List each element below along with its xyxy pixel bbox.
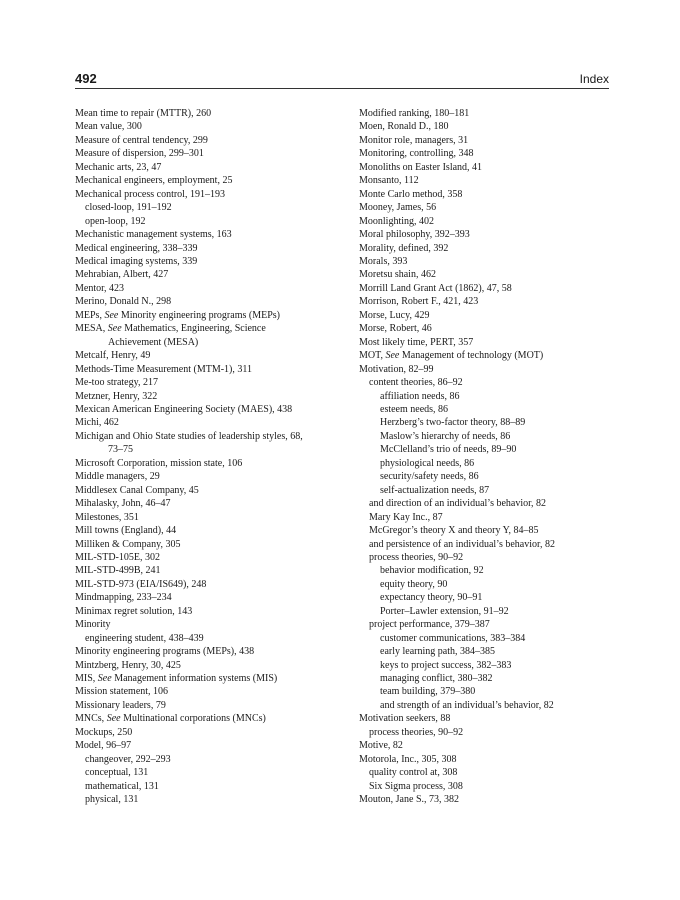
index-entry-text: Morrison, Robert F., 421, 423 [359, 296, 479, 308]
index-entry [75, 282, 347, 295]
index-entry [359, 699, 611, 712]
index-entry-text: and persistence of an individual’s behavior, 82 [369, 538, 555, 550]
index-entry [75, 376, 347, 389]
index-entry [75, 201, 347, 214]
index-entry [359, 712, 611, 725]
page-number: 492 [75, 71, 97, 86]
index-entry-text: Milestones, 351 [75, 511, 139, 523]
see-reference: See [106, 713, 121, 725]
see-target: Mathematics, Engineering, Science [121, 323, 266, 335]
index-entry [359, 793, 611, 806]
index-entry-text: Medical engineering, 338–339 [75, 242, 198, 254]
index-entry [75, 551, 347, 564]
index-entry-text: keys to project success, 382–383 [380, 659, 512, 671]
index-entry-text: Morality, defined, 392 [359, 242, 449, 254]
index-entry-text: project performance, 379–387 [369, 619, 490, 631]
index-entry-text: equity theory, 90 [380, 578, 448, 590]
index-entry-text: MOT, [359, 350, 386, 362]
index-entry-text: self-actualization needs, 87 [380, 484, 490, 496]
index-entry [75, 188, 347, 201]
index-entry-text: Mean time to repair (MTTR), 260 [75, 108, 212, 119]
see-reference: See [385, 350, 400, 362]
index-entry-text: Me-too strategy, 217 [75, 377, 158, 389]
index-entry-text: Michigan and Ohio State studies of leadership styles, 68, [75, 430, 303, 442]
index-entry-text: Milliken & Company, 305 [75, 538, 181, 550]
index-entry [359, 403, 611, 416]
index-entry [359, 497, 611, 510]
index-entry-text: Mintzberg, Henry, 30, 425 [75, 659, 181, 671]
index-entry [359, 591, 611, 604]
index-entry-text: Mexican American Engineering Society (MAES), 438 [75, 403, 293, 415]
index-entry [75, 309, 347, 322]
index-entry [75, 470, 347, 483]
index-entry-text: Mechanical engineers, employment, 25 [75, 175, 233, 187]
index-entry-text: Porter–Lawler extension, 91–92 [380, 605, 509, 617]
index-entry-text: Mindmapping, 233–234 [75, 592, 172, 604]
index-entry [75, 430, 347, 443]
index-entry [75, 336, 347, 349]
index-entry-text: Mechanical process control, 191–193 [75, 188, 225, 200]
index-entry-text: Monte Carlo method, 358 [359, 188, 463, 200]
index-entry-text: Morse, Lucy, 429 [359, 309, 430, 321]
see-target: Minority engineering programs (MEPs) [118, 309, 280, 321]
index-entry-text: Mill towns (England), 44 [75, 525, 177, 537]
index-entry-text: Mechanic arts, 23, 47 [75, 161, 162, 173]
index-entry-text: Metzner, Henry, 322 [75, 390, 158, 402]
index-entry-text: Mooney, James, 56 [359, 202, 437, 214]
index-entry-text: MIL-STD-105E, 302 [75, 551, 160, 563]
index-entry-text: physical, 131 [85, 794, 139, 806]
index-entry-text: Motorola, Inc., 305, 308 [359, 753, 457, 765]
index-entry [359, 578, 611, 591]
index-entry [359, 107, 611, 120]
index-entry-text: 73–75 [108, 444, 133, 456]
index-entry [359, 322, 611, 335]
index-entry [75, 497, 347, 510]
index-entry [359, 174, 611, 187]
index-entry-text: closed-loop, 191–192 [85, 202, 172, 214]
index-entry-text: physiological needs, 86 [380, 457, 475, 469]
index-entry [359, 255, 611, 268]
index-entry [75, 322, 347, 335]
index-entry-text: Most likely time, PERT, 357 [359, 336, 474, 348]
index-entry-text: Morals, 393 [359, 255, 408, 267]
index-entry-text: Minority engineering programs (MEPs), 438 [75, 646, 255, 658]
index-entry [75, 538, 347, 551]
index-entry [75, 295, 347, 308]
index-entry-text: Medical imaging systems, 339 [75, 255, 198, 267]
index-entry-text: Merino, Donald N., 298 [75, 296, 172, 308]
index-entry [359, 228, 611, 241]
index-entry [359, 564, 611, 577]
index-entry-text: Mentor, 423 [75, 282, 125, 294]
index-entry-text: conceptual, 131 [85, 767, 149, 779]
index-entry [359, 645, 611, 658]
index-entry [359, 188, 611, 201]
index-entry-text: quality control at, 308 [369, 767, 458, 779]
index-entry-text: Monoliths on Easter Island, 41 [359, 161, 483, 173]
index-entry-text: Middlesex Canal Company, 45 [75, 484, 199, 496]
index-entry [359, 336, 611, 349]
index-entry [359, 470, 611, 483]
index-entry [75, 120, 347, 133]
index-entry [75, 255, 347, 268]
index-entry-text: Six Sigma process, 308 [369, 780, 463, 792]
index-entry [359, 605, 611, 618]
index-entry [359, 511, 611, 524]
index-entry-text: managing conflict, 380–382 [380, 673, 493, 685]
index-entry [75, 511, 347, 524]
index-entry-text: Moretsu shain, 462 [359, 269, 436, 281]
index-entry [359, 120, 611, 133]
index-entry-text: open-loop, 192 [85, 215, 146, 227]
index-entry [359, 134, 611, 147]
index-entry [359, 659, 611, 672]
index-entry-text: team building, 379–380 [380, 686, 476, 698]
index-entry-text: Motive, 82 [359, 740, 403, 752]
index-entry-text: Microsoft Corporation, mission state, 106 [75, 457, 243, 469]
index-entry [359, 201, 611, 214]
index-entry-text: Herzberg’s two-factor theory, 88–89 [380, 417, 526, 429]
index-entry [359, 766, 611, 779]
index-entry-text: McGregor’s theory X and theory Y, 84–85 [369, 525, 539, 537]
index-entry-text: Moonlighting, 402 [359, 215, 435, 227]
index-entry [75, 605, 347, 618]
index-entry [359, 538, 611, 551]
index-entry [75, 780, 347, 793]
index-entry [359, 215, 611, 228]
index-entry-text: Mary Kay Inc., 87 [369, 511, 443, 523]
index-entry [359, 147, 611, 160]
index-entry [75, 107, 347, 120]
index-entry-text: and strength of an individual’s behavior, 82 [380, 699, 554, 711]
index-entry [359, 618, 611, 631]
index-entry [75, 753, 347, 766]
index-entry [359, 672, 611, 685]
index-entry-text: McClelland’s trio of needs, 89–90 [380, 444, 517, 456]
index-entry [359, 282, 611, 295]
index-entry [359, 551, 611, 564]
index-entry-text: esteem needs, 86 [380, 403, 449, 415]
index-entry-text: Minority [75, 619, 111, 631]
index-entry [75, 147, 347, 160]
see-reference: See [97, 673, 112, 685]
index-entry [359, 376, 611, 389]
see-target: Management of technology (MOT) [399, 350, 544, 362]
index-entry [75, 228, 347, 241]
index-entry-text: Moral philosophy, 392–393 [359, 229, 470, 241]
index-entry [75, 766, 347, 779]
index-entry [75, 578, 347, 591]
index-entry-text: Modified ranking, 180–181 [359, 108, 470, 119]
index-entry-text: Moen, Ronald D., 180 [359, 121, 449, 133]
index-entry [75, 659, 347, 672]
index-entry-text: Monsanto, 112 [359, 175, 419, 187]
running-head: Index [579, 72, 609, 86]
index-entry [75, 134, 347, 147]
index-entry-text: affiliation needs, 86 [380, 390, 460, 402]
index-entry [359, 416, 611, 429]
index-entry [75, 416, 347, 429]
index-entry-text: Monitoring, controlling, 348 [359, 148, 474, 160]
index-entry-text: engineering student, 438–439 [85, 632, 204, 644]
index-entry-text: Motivation, 82–99 [359, 363, 434, 375]
index-entry [75, 242, 347, 255]
index-entry [75, 739, 347, 752]
index-entry-text: MIL-STD-499B, 241 [75, 565, 161, 577]
index-entry-text: Measure of central tendency, 299 [75, 134, 208, 146]
see-reference: See [107, 323, 122, 335]
index-entry-text: Motivation seekers, 88 [359, 713, 451, 725]
index-entry [75, 564, 347, 577]
index-entry-text: Measure of dispersion, 299–301 [75, 148, 204, 160]
index-entry-text: MIS, [75, 673, 98, 685]
index-entry-text: Mouton, Jane S., 73, 382 [359, 794, 459, 806]
index-entry [359, 524, 611, 537]
index-entry-text: Maslow’s hierarchy of needs, 86 [380, 430, 511, 442]
index-entry [75, 685, 347, 698]
index-entry-text: Michi, 462 [75, 417, 119, 429]
index-entry-text: security/safety needs, 86 [380, 471, 479, 483]
index-entry [359, 739, 611, 752]
index-entry-text: Mihalasky, John, 46–47 [75, 498, 171, 510]
index-entry [75, 174, 347, 187]
index-entry [75, 390, 347, 403]
index-entry [359, 685, 611, 698]
index-entry-text: MESA, [75, 323, 108, 335]
index-entry [359, 753, 611, 766]
index-entry-text: behavior modification, 92 [380, 565, 484, 577]
index-entry-text: Model, 96–97 [75, 740, 132, 752]
index-entry [75, 726, 347, 739]
index-entry-text: content theories, 86–92 [369, 377, 463, 389]
index-entry [359, 349, 611, 362]
index-entry [359, 295, 611, 308]
index-entry [359, 443, 611, 456]
index-entry [75, 632, 347, 645]
index-entry [75, 524, 347, 537]
index-entry-text: Morrill Land Grant Act (1862), 47, 58 [359, 282, 512, 294]
index-column-left [75, 107, 347, 807]
index-entry-text: Mechanistic management systems, 163 [75, 229, 232, 241]
index-entry [75, 443, 347, 456]
index-column-right [359, 107, 611, 807]
index-entry [359, 780, 611, 793]
index-entry-text: Morse, Robert, 46 [359, 323, 432, 335]
see-target: Management information systems (MIS) [111, 673, 278, 685]
index-entry-text: customer communications, 383–384 [380, 632, 526, 644]
header-rule [75, 88, 609, 89]
index-entry-text: early learning path, 384–385 [380, 646, 495, 658]
index-entry [359, 726, 611, 739]
index-entry-text: Mean value, 300 [75, 121, 142, 133]
index-entry [75, 215, 347, 228]
index-entry [359, 457, 611, 470]
index-entry [359, 242, 611, 255]
index-entry-text: expectancy theory, 90–91 [380, 592, 483, 604]
index-entry [75, 268, 347, 281]
index-entry-text: mathematical, 131 [85, 780, 159, 792]
index-entry [75, 712, 347, 725]
see-target: Multinational corporations (MNCs) [120, 713, 266, 725]
index-entry [75, 699, 347, 712]
index-entry [75, 403, 347, 416]
index-entry-text: Metcalf, Henry, 49 [75, 350, 151, 362]
index-entry [75, 484, 347, 497]
index-entry [359, 430, 611, 443]
index-entry [75, 161, 347, 174]
index-entry [75, 457, 347, 470]
index-entry [75, 645, 347, 658]
index-entry-text: Mockups, 250 [75, 726, 133, 738]
index-entry-text: Achievement (MESA) [108, 336, 199, 348]
index-entry [75, 591, 347, 604]
index-entry-text: MIL-STD-973 (EIA/IS649), 248 [75, 578, 207, 590]
index-entry [75, 363, 347, 376]
index-entry-text: Mission statement, 106 [75, 686, 169, 698]
index-entry-text: MEPs, [75, 309, 105, 321]
index-entry-text: Methods-Time Measurement (MTM-1), 311 [75, 363, 253, 375]
index-entry [359, 484, 611, 497]
index-entry [359, 161, 611, 174]
index-entry [359, 363, 611, 376]
index-entry [359, 309, 611, 322]
index-entry [75, 793, 347, 806]
index-entry-text: and direction of an individual’s behavior, 82 [369, 498, 547, 510]
index-entry-text: Middle managers, 29 [75, 471, 160, 483]
index-entry-text: process theories, 90–92 [369, 551, 464, 563]
index-entry [359, 268, 611, 281]
index-entry-text: Monitor role, managers, 31 [359, 134, 469, 146]
index-entry-text: Minimax regret solution, 143 [75, 605, 193, 617]
index-entry-text: process theories, 90–92 [369, 726, 464, 738]
index-entry [75, 349, 347, 362]
index-entry [359, 390, 611, 403]
index-entry [359, 632, 611, 645]
index-entry-text: changeover, 292–293 [85, 753, 171, 765]
index-entry-text: Mehrabian, Albert, 427 [75, 269, 169, 281]
index-entry-text: Missionary leaders, 79 [75, 699, 166, 711]
index-entry-text: MNCs, [75, 713, 107, 725]
see-reference: See [104, 309, 119, 321]
index-entry [75, 618, 347, 631]
index-entry [75, 672, 347, 685]
